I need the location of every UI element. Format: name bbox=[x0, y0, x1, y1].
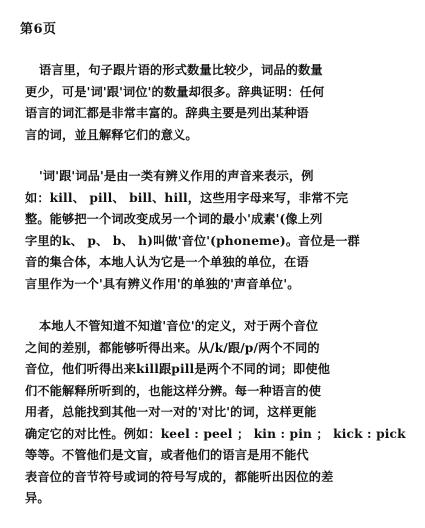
page-number: 第6页 bbox=[20, 22, 57, 37]
text-line: 用者，总能找到其他一对一对的'对比'的词，这样更能 bbox=[25, 405, 317, 419]
text-line: 字里的k、 p、 b、 h)叫做'音位'(phoneme)。音位是一群 bbox=[25, 233, 360, 248]
text-line: 们不能解释所听到的，也能这样分辨。每一种语言的使 bbox=[25, 383, 322, 398]
text-line: 等等。不管他们是文盲，或者他们的语言是用不能代 bbox=[25, 448, 309, 462]
text-line: 表音位的音节符号或词的符号写成的，都能听出因位的差 bbox=[25, 469, 334, 484]
text-line: '词'跟'词品'是由一类有辨义作用的声音来表示，例 bbox=[39, 169, 314, 183]
text-line: 语言里，句子跟片语的形式数量比较少，词品的数量 bbox=[39, 63, 323, 77]
text-line: 异。 bbox=[25, 491, 50, 505]
text-line: 更少，可是'词'跟'词位'的数量却很多。辞典证明：任何 bbox=[25, 84, 325, 99]
text-line: 之间的差别，都能够听得出来。从/k/跟/p/两个不同的 bbox=[25, 340, 320, 355]
paragraph-2 bbox=[25, 166, 417, 295]
text-line: 如：kill、 pill、 bill、hill，这些用字母来写，非常不完 bbox=[25, 190, 349, 205]
text-line: 确定它的对比性。例如：keel : peel ； kin : pin ； kick : pick bbox=[25, 426, 406, 441]
paragraph-1 bbox=[25, 60, 417, 146]
paragraph-3 bbox=[25, 316, 417, 510]
text-line: 语言的词汇都是非常丰富的。辞典主要是列出某种语 bbox=[25, 106, 309, 120]
text-line: 音的集合体，本地人认为它是一个单独的单位，在语 bbox=[25, 255, 309, 269]
text-line: 本地人不管知道不知道'音位'的定义，对于两个音位 bbox=[39, 319, 319, 333]
text-line: 整。能够把一个词改变成另一个词的最小'成素'(像上列 bbox=[25, 212, 323, 226]
text-line: 言里作为一个'具有辨义作用'的单独的'声音单位'。 bbox=[25, 276, 300, 291]
text-line: 音位，他们听得出来kill跟pill是两个不同的词；即使他 bbox=[25, 362, 331, 376]
text-line: 言的词，並且解释它们的意义。 bbox=[25, 127, 198, 142]
